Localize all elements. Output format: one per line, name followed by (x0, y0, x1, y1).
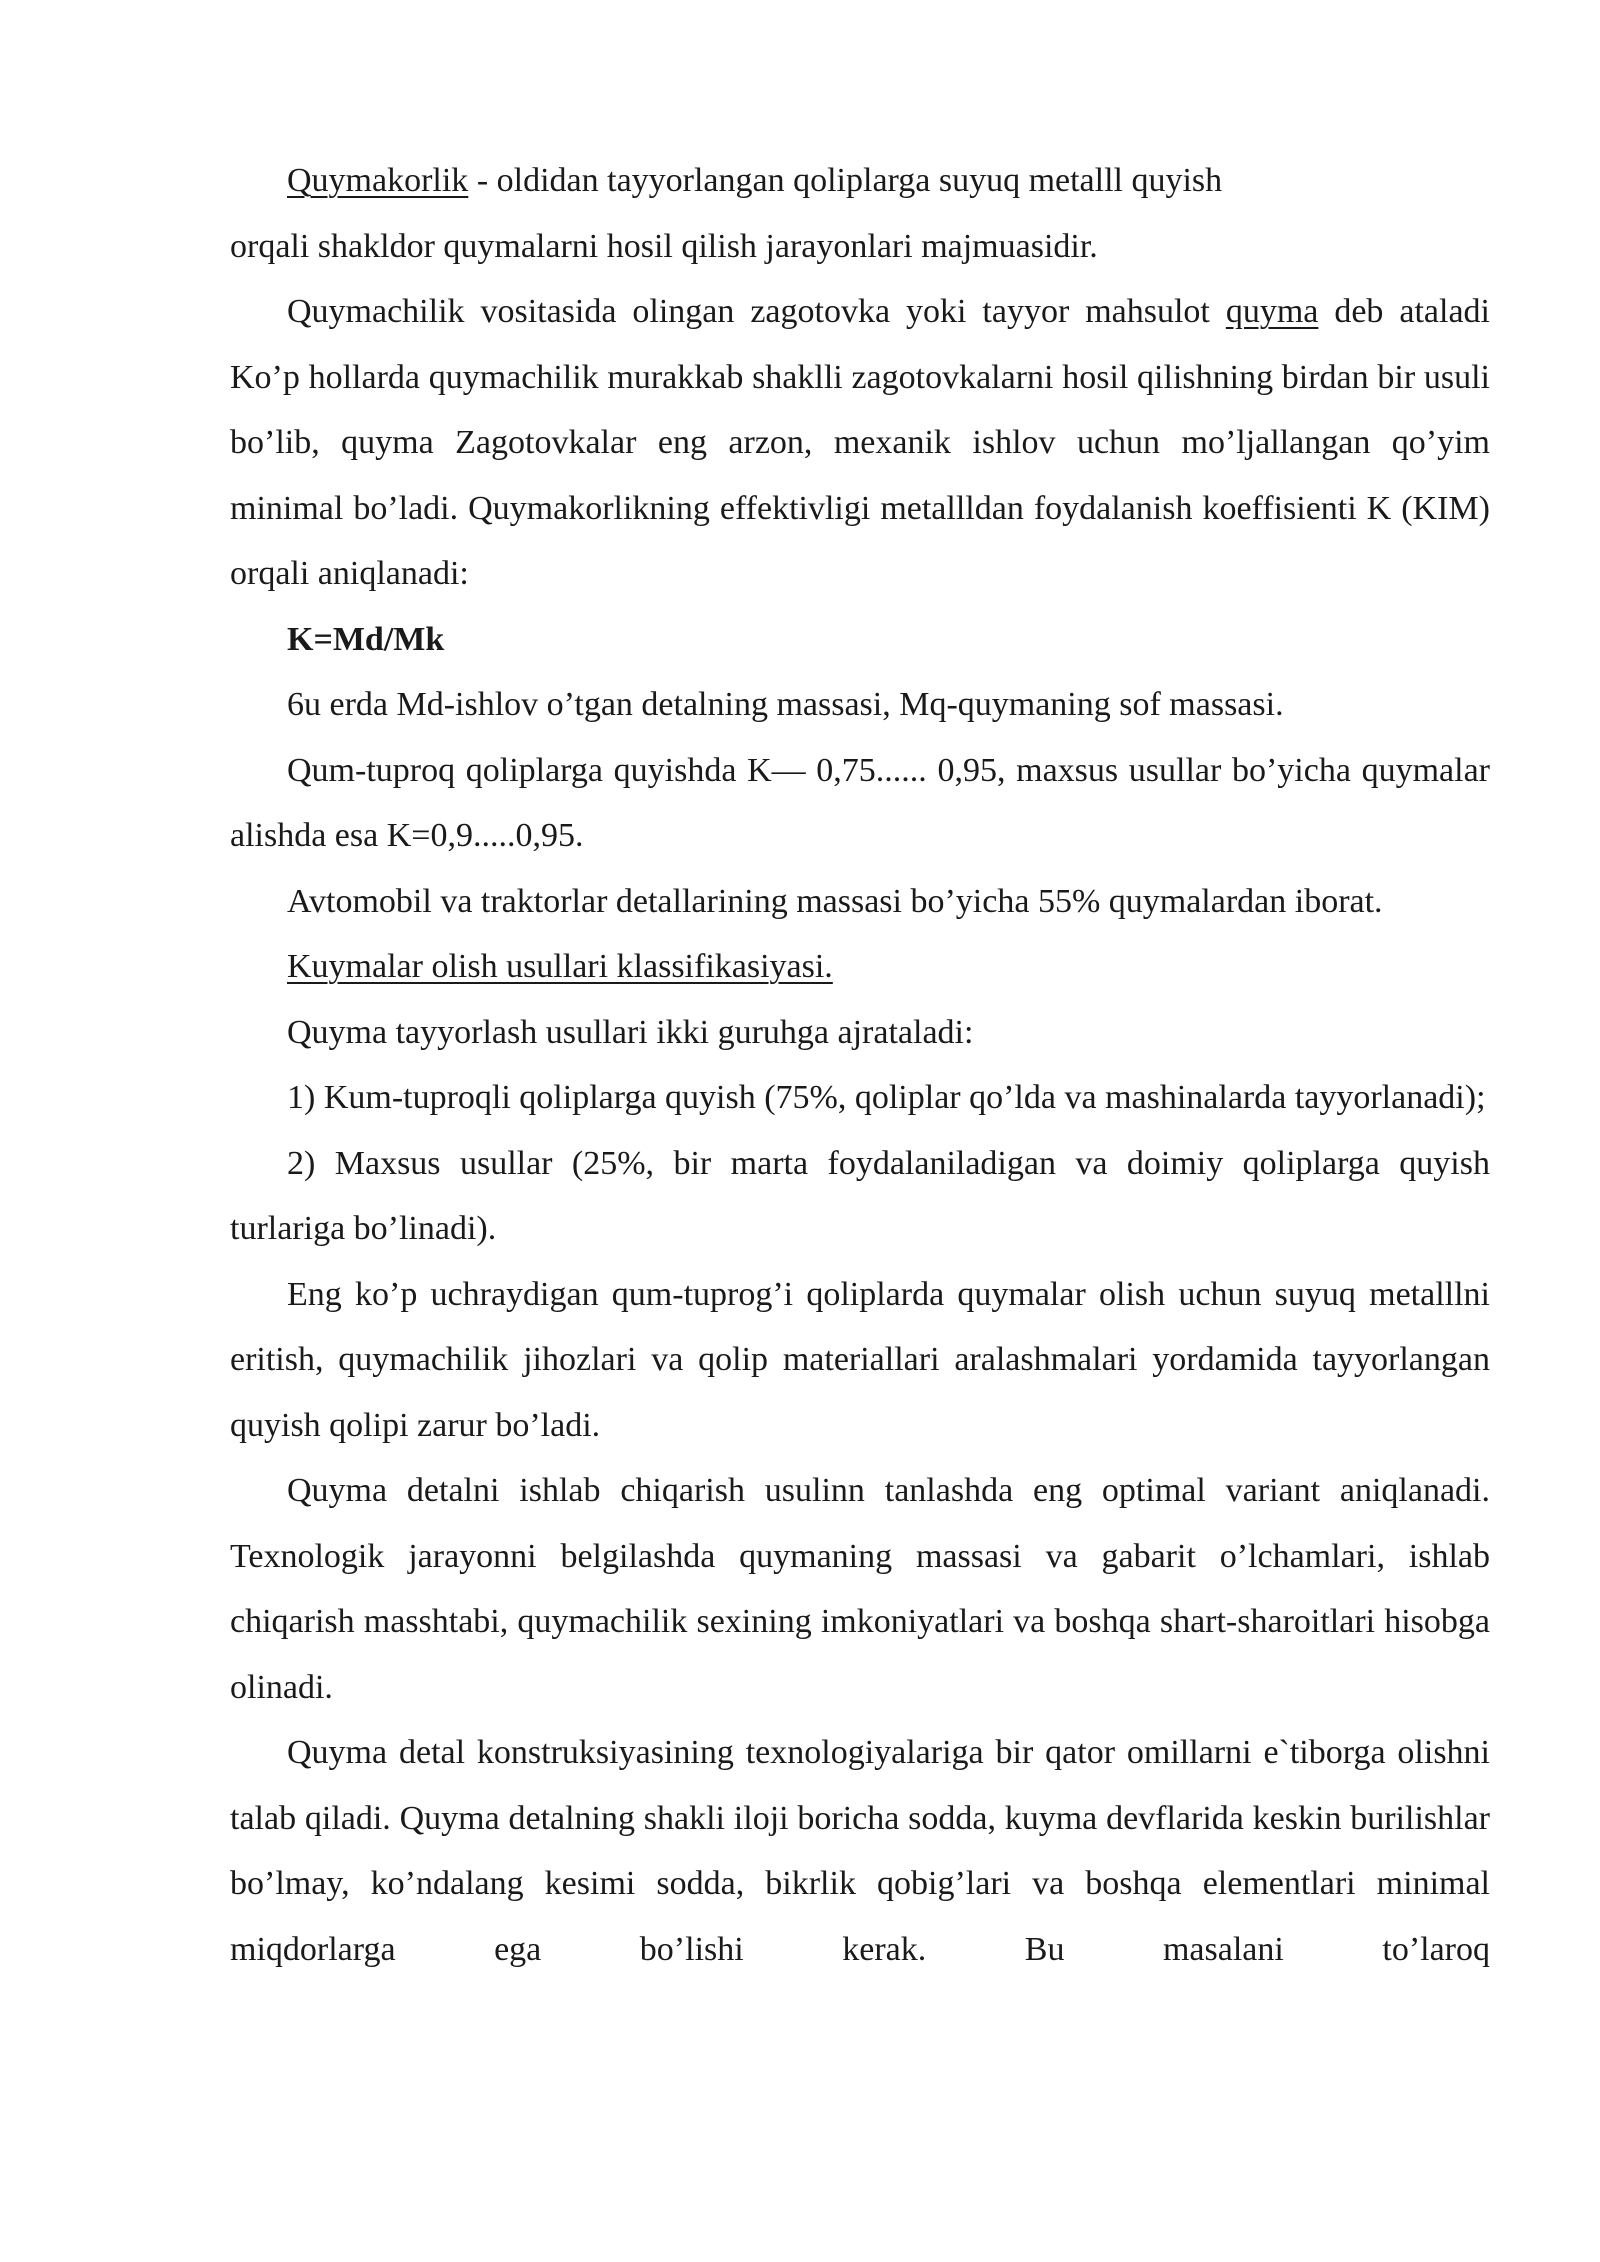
document-body (230, 148, 1490, 1982)
paragraph-construction: Quyma detal konstruksiyasining texnologiyalariga bir qator omillarni e`tiborga olishni talab qiladi. Quyma detalning shakli iloji boricha sodda, kuyma devflarida keskin burilishlar bo’lmay, ko’ndalang kesimi sodda, bikrlik qobig’lari va boshqa elementlari minimal miqdorlarga ega bo’lishi kerak. Bu masalani to’laroq (230, 1734, 1490, 1968)
section-heading (230, 934, 1490, 1000)
paragraph-definition (230, 148, 1490, 279)
section-heading-text: Kuymalar olish usullari klassifikasiyasi. (287, 948, 833, 985)
list-item-1-text: Kum-tuproqli qoliplarga quyish (75%, qoliplar qo’lda va mashinalarda tayyorlanadi); (315, 1079, 1486, 1116)
list-item-2 (230, 1131, 1490, 1262)
list-item-2-text: Maxsus usullar (25%, bir marta foydalaniladigan va doimiy qoliplarga quyish turlariga bo’linadi). (230, 1144, 1490, 1247)
paragraph-formula-explanation: 6u erda Md-ishlov o’tgan detalning massasi, Mq-quymaning sof massasi. (287, 686, 1284, 723)
term-quyma: quyma (1225, 293, 1319, 330)
definition-line1: - oldidan tayyorlangan qoliplarga suyuq metalll quyish (468, 162, 1223, 199)
paragraph-quyma-before: Quymachilik vositasida olingan zagotovka yoki tayyor mahsulot (287, 293, 1226, 330)
definition-line2: orqali shakldor quymalarni hosil qilish jarayonlari majmuasidir. (230, 227, 1098, 265)
list-item-2-number: 2) (287, 1144, 316, 1182)
paragraph-coefficients: Qum-tuproq qoliplarga quyishda K— 0,75...... 0,95, maxsus usullar bo’yicha quymalar alishda esa K=0,9.....0,95. (230, 751, 1490, 854)
term-quymakorlik: Quymakorlik (287, 162, 469, 199)
formula: K=Md/Mk (287, 620, 445, 658)
paragraph-quyma (230, 279, 1490, 607)
paragraph-sand-molds: Eng ko’p uchraydigan qum-tuprog’i qoliplarda quymalar olish uchun suyuq metalllni eritish, quymachilik jihozlari va qolip materiallari aralashmalari yordamida tayyorlangan quyish qolipi zarur bo’ladi. (230, 1275, 1490, 1444)
list-item-1 (230, 1065, 1490, 1131)
paragraph-automobile: Avtomobil va traktorlar detallarining massasi bo’yicha 55% quymalardan iborat. (287, 882, 1383, 920)
list-item-1-number: 1) (287, 1079, 316, 1116)
paragraph-groups: Quyma tayyorlash usullari ikki guruhga ajrataladi: (287, 1013, 974, 1051)
paragraph-quyma-after: deb ataladi Ko’p hollarda quymachilik murakkab shaklli zagotovkalarni hosil qilishning birdan bir usuli bo’lib, quyma Zagotovkalar eng arzon, mexanik ishlov uchun mo’ljallangan qo’yim minimal bo’ladi. Quymakorlikning effektivligi metallldan foydalanish koeffisienti K (KIM) orqali aniqlanadi: (230, 293, 1490, 592)
paragraph-method-selection: Quyma detalni ishlab chiqarish usulinn tanlashda eng optimal variant aniqlanadi. Texnologik jarayonni belgilashda quymaning massasi va gabarit o’lchamlari, ishlab chiqarish masshtabi, quymachilik sexining imkoniyatlari va boshqa shart-sharoitlari hisobga olinadi. (230, 1472, 1490, 1706)
